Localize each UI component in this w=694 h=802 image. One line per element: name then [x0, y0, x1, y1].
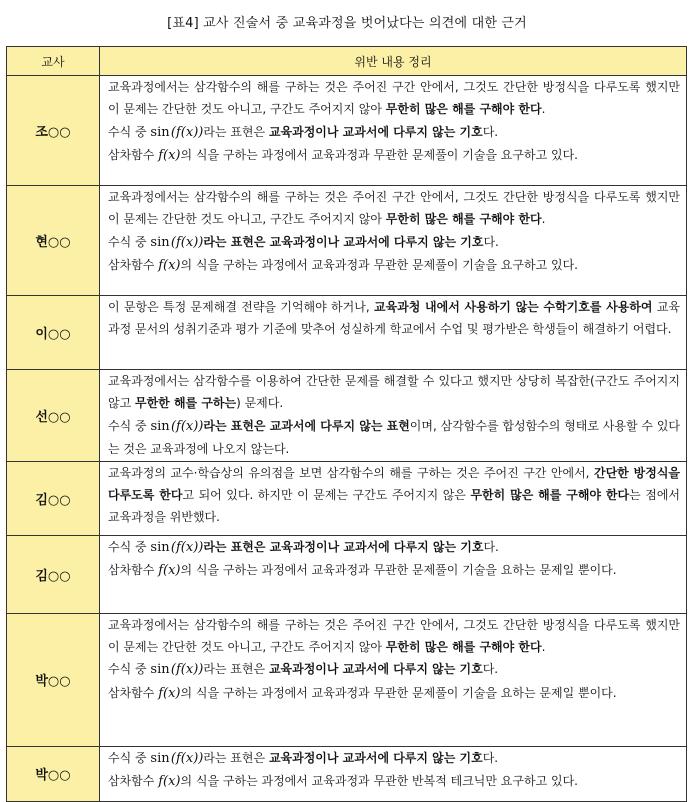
table-row	[7, 296, 687, 370]
table-caption: [표4] 교사 진술서 중 교육과정을 벗어났다는 의견에 대한 근거	[167, 16, 527, 31]
teacher-name: 김○○	[7, 535, 100, 613]
header-teacher: 교사	[7, 47, 100, 76]
table-row	[7, 186, 687, 296]
math-sin-fx: sin (f(x))	[150, 539, 204, 555]
math-fx: f(x)	[158, 685, 181, 701]
paragraph: 삼차함수 f(x)의 식을 구하는 과정에서 교육과정과 무관한 문제풀이 기술을 요하는 문제일 뿐이다.	[108, 685, 617, 701]
violation-content	[100, 296, 687, 370]
paragraph: 수식 중 sin (f(x))라는 표현은 교육과정이나 교과서에 다루지 않는 기호다.	[108, 234, 499, 250]
paragraph: 삼차함수 f(x)의 식을 구하는 과정에서 교육과정과 무관한 문제풀이 기술을 요구하고 있다.	[108, 148, 578, 164]
table-row	[7, 613, 687, 746]
paragraph: 수식 중 sin (f(x))라는 표현은 교육과정이나 교과서에 다루지 않는 기호다.	[108, 539, 499, 555]
paragraph: 교육과정에서는 삼각함수의 해를 구하는 것은 주어진 구간 안에서, 그것도 간단한 방정식을 다루도록 했지만 이 문제는 간단한 것도 아니고, 구간도 주어지지 않아 무한히 많은 해를 구해야 한다.	[108, 190, 680, 227]
violation-table	[6, 46, 687, 802]
paragraph: 삼차함수 f(x)의 식을 구하는 과정에서 교육과정과 무관한 문제풀이 기술을 요하는 문제일 뿐이다.	[108, 563, 617, 579]
math-fx: f(x)	[158, 774, 181, 790]
table-row	[7, 535, 687, 613]
paragraph: 삼차함수 f(x)의 식을 구하는 과정에서 교육과정과 무관한 반복적 테크닉만 요구하고 있다.	[108, 774, 578, 790]
math-sin-fx: sin (f(x))	[150, 662, 204, 678]
paragraph: 수식 중 sin (f(x))라는 표현은 교육과정이나 교과서에 다루지 않는 기호다.	[108, 662, 499, 678]
math-sin-fx: sin (f(x))	[150, 418, 204, 434]
math-sin-fx: sin (f(x))	[150, 750, 204, 766]
paragraph: 수식 중 sin (f(x))라는 표현은 교육과정이나 교과서에 다루지 않는 기호다.	[108, 750, 499, 766]
teacher-name: 박○○	[7, 613, 100, 746]
teacher-name: 김○○	[7, 461, 100, 535]
violation-content	[100, 186, 687, 296]
math-fx: f(x)	[158, 148, 181, 164]
paragraph: 수식 중 sin (f(x))라는 표현은 교과서에 다루지 않는 표현이며, 삼각함수를 합성함수의 형태로 사용할 수 있다는 것은 교육과정에 나오지 않는다.	[108, 418, 680, 457]
teacher-name: 이○○	[7, 296, 100, 370]
math-fx: f(x)	[158, 258, 181, 274]
math-fx: f(x)	[158, 563, 181, 579]
violation-content	[100, 746, 687, 801]
table-row	[7, 370, 687, 462]
teacher-name: 선○○	[7, 370, 100, 462]
table-row	[7, 76, 687, 186]
teacher-name: 박○○	[7, 746, 100, 801]
violation-content	[100, 613, 687, 746]
paragraph: 이 문항은 특정 문제해결 전략을 기억해야 하거나, 교육과청 내에서 사용하기 않는 수학기호를 사용하여 교육과정 문서의 성취기준과 평가 기준에 맞추어 성실하게 학교에서 수업 및 평가받은 학생들이 해결하기 어렵다.	[108, 300, 680, 337]
paragraph: 교육과정의 교수·학습상의 유의점을 보면 삼각함수의 해를 구하는 것은 주어진 구간 안에서, 간단한 방정식을 다루도록 한다고 되어 있다. 하지만 이 문제는 구간도 주어지지 않은 무한히 많은 해를 구해야 한다는 점에서 교육과정을 위반했다.	[108, 465, 681, 525]
math-sin-fx: sin (f(x))	[150, 234, 204, 250]
math-sin-fx: sin (f(x))	[150, 124, 204, 140]
table-row	[7, 746, 687, 801]
paragraph: 교육과정에서는 삼각함수를 이용하여 간단한 문제를 해결할 수 있다고 했지만 상당히 복잡한(구간도 주어지지 않고 무한한 해를 구하는) 문제다.	[108, 374, 680, 411]
table-row	[7, 461, 687, 535]
violation-content	[100, 76, 687, 186]
paragraph: 교육과정에서는 삼각함수의 해를 구하는 것은 주어진 구간 안에서, 그것도 간단한 방정식을 다루도록 했지만 이 문제는 간단한 것도 아니고, 구간도 주어지지 않아 무한히 많은 해를 구해야 한다.	[108, 80, 680, 117]
table-header-row	[7, 47, 687, 76]
paragraph: 삼차함수 f(x)의 식을 구하는 과정에서 교육과정과 무관한 문제풀이 기술을 요구하고 있다.	[108, 258, 578, 274]
teacher-name: 현○○	[7, 186, 100, 296]
violation-content	[100, 461, 687, 535]
paragraph: 수식 중 sin (f(x))라는 표현은 교육과정이나 교과서에 다루지 않는 기호다.	[108, 124, 499, 140]
header-content: 위반 내용 정리	[100, 47, 687, 76]
teacher-name: 조○○	[7, 76, 100, 186]
paragraph: 교육과정에서는 삼각함수의 해를 구하는 것은 주어진 구간 안에서, 그것도 간단한 방정식을 다루도록 했지만 이 문제는 간단한 것도 아니고, 구간도 주어지지 않아 무한히 많은 해를 구해야 한다.	[108, 617, 680, 655]
violation-content	[100, 535, 687, 613]
violation-content	[100, 370, 687, 462]
